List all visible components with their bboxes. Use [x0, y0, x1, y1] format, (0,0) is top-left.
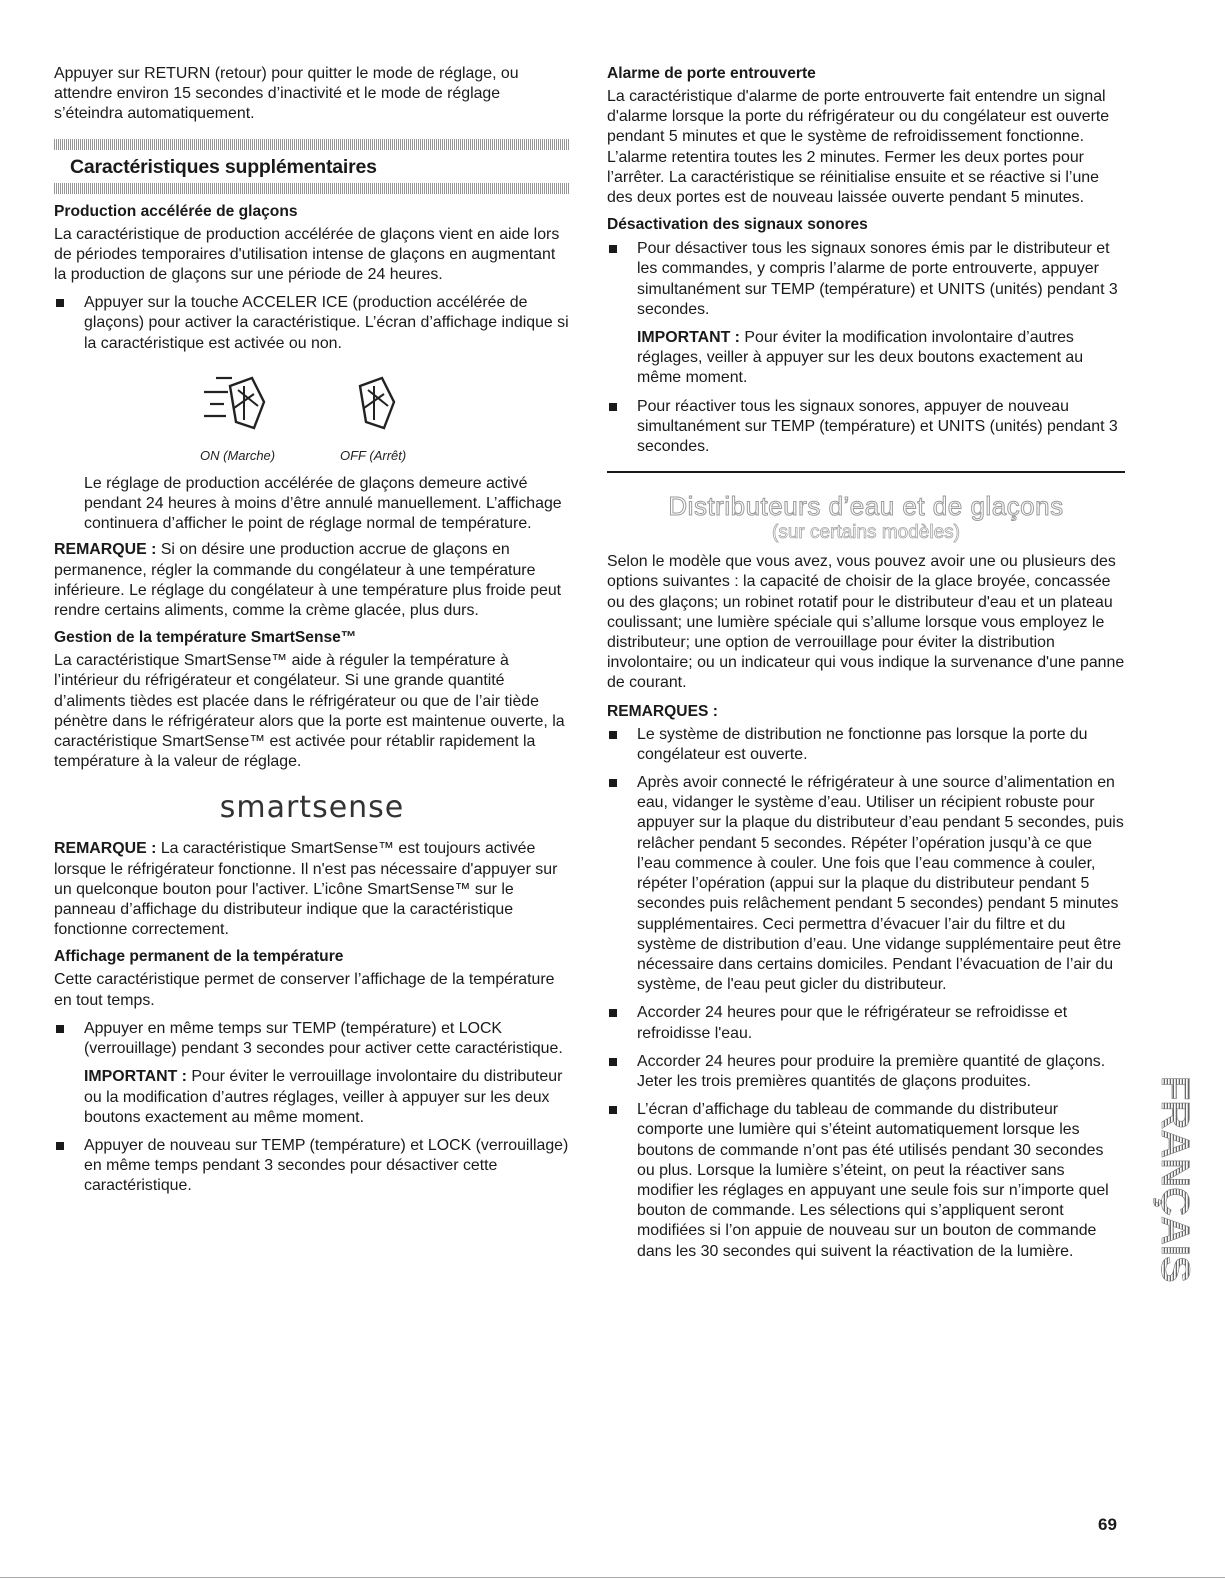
display-heading: Affichage permanent de la température — [54, 948, 344, 966]
dispensers-subtitle: (sur certains modèles) — [772, 522, 960, 544]
bullet-icon — [609, 1106, 617, 1114]
smartsense-text: La caractéristique SmartSense™ aide à réguler la température à l’intérieur du réfrigérateur et congélateur. Si une grande quantité d’aliments tièdes est placée dans le réfrigérateur ou que de l’air tiède pénètre dans le réfrigérateur alors que la porte est maintenue ouverte, la caractéristique SmartSense™ est activée pour rétablir rapidement la température à la valeur de réglage. — [54, 652, 565, 771]
section-rule — [607, 471, 1125, 473]
bullet-icon — [609, 1009, 617, 1017]
fast-ice-remark: REMARQUE : Si on désire une production accrue de glaçons en permanence, régler la commande du congélateur à une température inférieure. Le réglage du congélateur à une température plus froide peut rendre certains aliments, comme la crème glacée, plus durs. — [54, 541, 562, 620]
smartsense-logo: smartsense — [219, 790, 405, 826]
remark-label: REMARQUE : — [54, 840, 157, 858]
fast-ice-after: Le réglage de production accélérée de glaçons demeure activé pendant 24 heures à moins d’être annulé manuellement. L’affichage continuera d’afficher le point de réglage normal de température. — [84, 474, 562, 533]
side-tab-label: FRANÇAIS — [1153, 1076, 1197, 1283]
dispensers-title: Distributeurs d’eau et de glaçons — [668, 491, 1064, 522]
sounds-heading: Désactivation des signaux sonores — [607, 216, 868, 234]
bullet-icon — [56, 1025, 64, 1033]
list-item: Après avoir connecté le réfrigérateur à une source d’alimentation en eau, vidanger le système d’eau. Utiliser un récipient robuste pour appuyer sur la plaque du distributeur d’eau pendant 5 secondes, puis relâcher pendant 5 secondes. Répéter l’opération jusqu’à ce que l’eau commence à couler. Une fois que l’eau commence à couler, répéter l’opération (appui sur la plaque du distributeur pendant 5 secondes puis relâchement pendant 5 secondes) pendant 5 minutes supplémentaires. Ceci permettra d’évacuer l’air du filtre et du système de distribution d’eau. Une vidange supplémentaire peut être nécessaire dans certains domiciles. Pendant l’évacuation de l’air du système, de l'eau peut gicler du distributeur. — [607, 773, 1125, 995]
list-item: Pour réactiver tous les signaux sonores, appuyer de nouveau simultanément sur TEMP (température) et UNITS (unités) pendant 3 secondes. — [607, 397, 1125, 458]
fast-ice-off-icon — [350, 372, 410, 443]
bullet-icon — [609, 731, 617, 739]
left-column — [54, 64, 570, 1197]
list-item — [54, 293, 570, 354]
caption-off: OFF (Arrêt) — [340, 447, 407, 463]
remarks-label: REMARQUES : — [607, 702, 718, 720]
caption-on: ON (Marche) — [200, 447, 276, 463]
bullet-icon — [56, 299, 64, 307]
right-column — [607, 64, 1125, 1262]
bullet-icon — [609, 403, 617, 411]
list-item: Le système de distribution ne fonctionne pas lorsque la porte du congélateur est ouverte. — [607, 725, 1125, 765]
fast-ice-heading: Production accélérée de glaçons — [54, 202, 298, 220]
display-important: IMPORTANT : Pour éviter le verrouillage involontaire du distributeur ou la modification d’autres réglages, veiller à appuyer sur les deux boutons exactement au même moment. — [84, 1068, 563, 1126]
door-alarm-text: La caractéristique d'alarme de porte entrouverte fait entendre un signal d'alarme lorsque la porte du réfrigérateur ou du congélateur est ouverte pendant 5 minutes et que le système de refroidissement fonctionne. L’alarme retentira toutes les 2 minutes. Fermer les deux portes pour l’arrêter. La caractéristique se réinitialise ensuite et se réactive si l’une des deux portes est de nouveau laissée ouverte pendant 5 minutes. — [607, 88, 1110, 207]
bullet-icon — [56, 1142, 64, 1150]
page-number: 69 — [1098, 1515, 1117, 1534]
language-side-tab — [1140, 1076, 1210, 1346]
section-divider-bottom — [54, 183, 570, 194]
sounds-important: IMPORTANT : Pour éviter la modification involontaire d’autres réglages, veiller à appuyer sur les deux boutons exactement au même moment. — [637, 329, 1084, 387]
list-item: Pour désactiver tous les signaux sonores émis par le distributeur et les commandes, y compris l’alarme de porte entrouverte, appuyer simultanément sur TEMP (température) et UNITS (unités) pendant 3 secondes. — [607, 239, 1125, 320]
page-bottom-line — [0, 1577, 1225, 1578]
bullet-icon — [609, 779, 617, 787]
bullet-icon — [609, 245, 617, 253]
section-divider-top — [54, 139, 570, 150]
list-item: Appuyer en même temps sur TEMP (température) et LOCK (verrouillage) pendant 3 secondes pour activer cette caractéristique. — [54, 1019, 570, 1059]
list-item: Accorder 24 heures pour produire la première quantité de glaçons. Jeter les trois premières quantités de glaçons produites. — [607, 1052, 1125, 1092]
remark-label: REMARQUE : — [54, 541, 157, 559]
dispensers-text: Selon le modèle que vous avez, vous pouvez avoir une ou plusieurs des options suivantes : la capacité de choisir de la glace broyée, concassée ou des glaçons; un robinet rotatif pour le distributeur d'eau et un plateau coulissant; une lumière spéciale qui s’allume lorsque vous employez le distributeur; une option de verrouillage pour éviter la distribution involontaire; ou un indicateur qui vous indique la survenance d'une panne de courant. — [607, 553, 1125, 692]
list-item: L’écran d’affichage du tableau de commande du distributeur comporte une lumière qui s’éteint automatiquement lorsque les boutons de commande n’ont pas été utilisés pendant 30 secondes ou plus. Lorsque la lumière s’éteint, on peut la réactiver sans modifier les réglages en appuyant une seule fois sur n’importe quel bouton de commande. Les sélections qui s’appliquent seront modifiées si l’on appuie de nouveau sur un bouton de commande dans les 30 secondes qui suivent la réactivation de la lumière. — [607, 1100, 1125, 1262]
smartsense-remark: REMARQUE : La caractéristique SmartSense™ est toujours activée lorsque le réfrigérateur fonctionne. Il n'est pas nécessaire d'appuyer sur un quelconque bouton pour l'activer. L’icône SmartSense™ sur le panneau d’affichage du distributeur indique que la caractéristique fonctionne correctement. — [54, 840, 558, 939]
bullet-icon — [609, 1058, 617, 1066]
list-item: Accorder 24 heures pour que le réfrigérateur se refroidisse et refroidisse l'eau. — [607, 1003, 1125, 1043]
intro-paragraph: Appuyer sur RETURN (retour) pour quitter le mode de réglage, ou attendre environ 15 secondes d’inactivité et le mode de réglage s’éteindra automatiquement. — [54, 65, 519, 123]
display-text: Cette caractéristique permet de conserver l’affichage de la température en tout temps. — [54, 971, 555, 1009]
fast-ice-icons — [54, 354, 570, 472]
door-alarm-heading: Alarme de porte entrouverte — [607, 65, 816, 82]
fast-ice-text: La caractéristique de production accélérée de glaçons vient en aide lors de périodes temporaires d'utilisation intense de glaçons en augmentant la production de glaçons sur une période de 24 heures. — [54, 225, 560, 284]
smartsense-heading: Gestion de la température SmartSense™ — [54, 629, 357, 647]
fast-ice-on-icon — [202, 372, 282, 443]
section-title: Caractéristiques supplémentaires — [70, 155, 377, 178]
fast-ice-bullet: Appuyer sur la touche ACCELER ICE (production accélérée de glaçons) pour activer la caractéristique. L’écran d’affichage indique si la caractéristique est activée ou non. — [84, 294, 569, 352]
list-item: Appuyer de nouveau sur TEMP (température) et LOCK (verrouillage) en même temps pendant 3 secondes pour désactiver cette caractéristique. — [54, 1136, 570, 1197]
